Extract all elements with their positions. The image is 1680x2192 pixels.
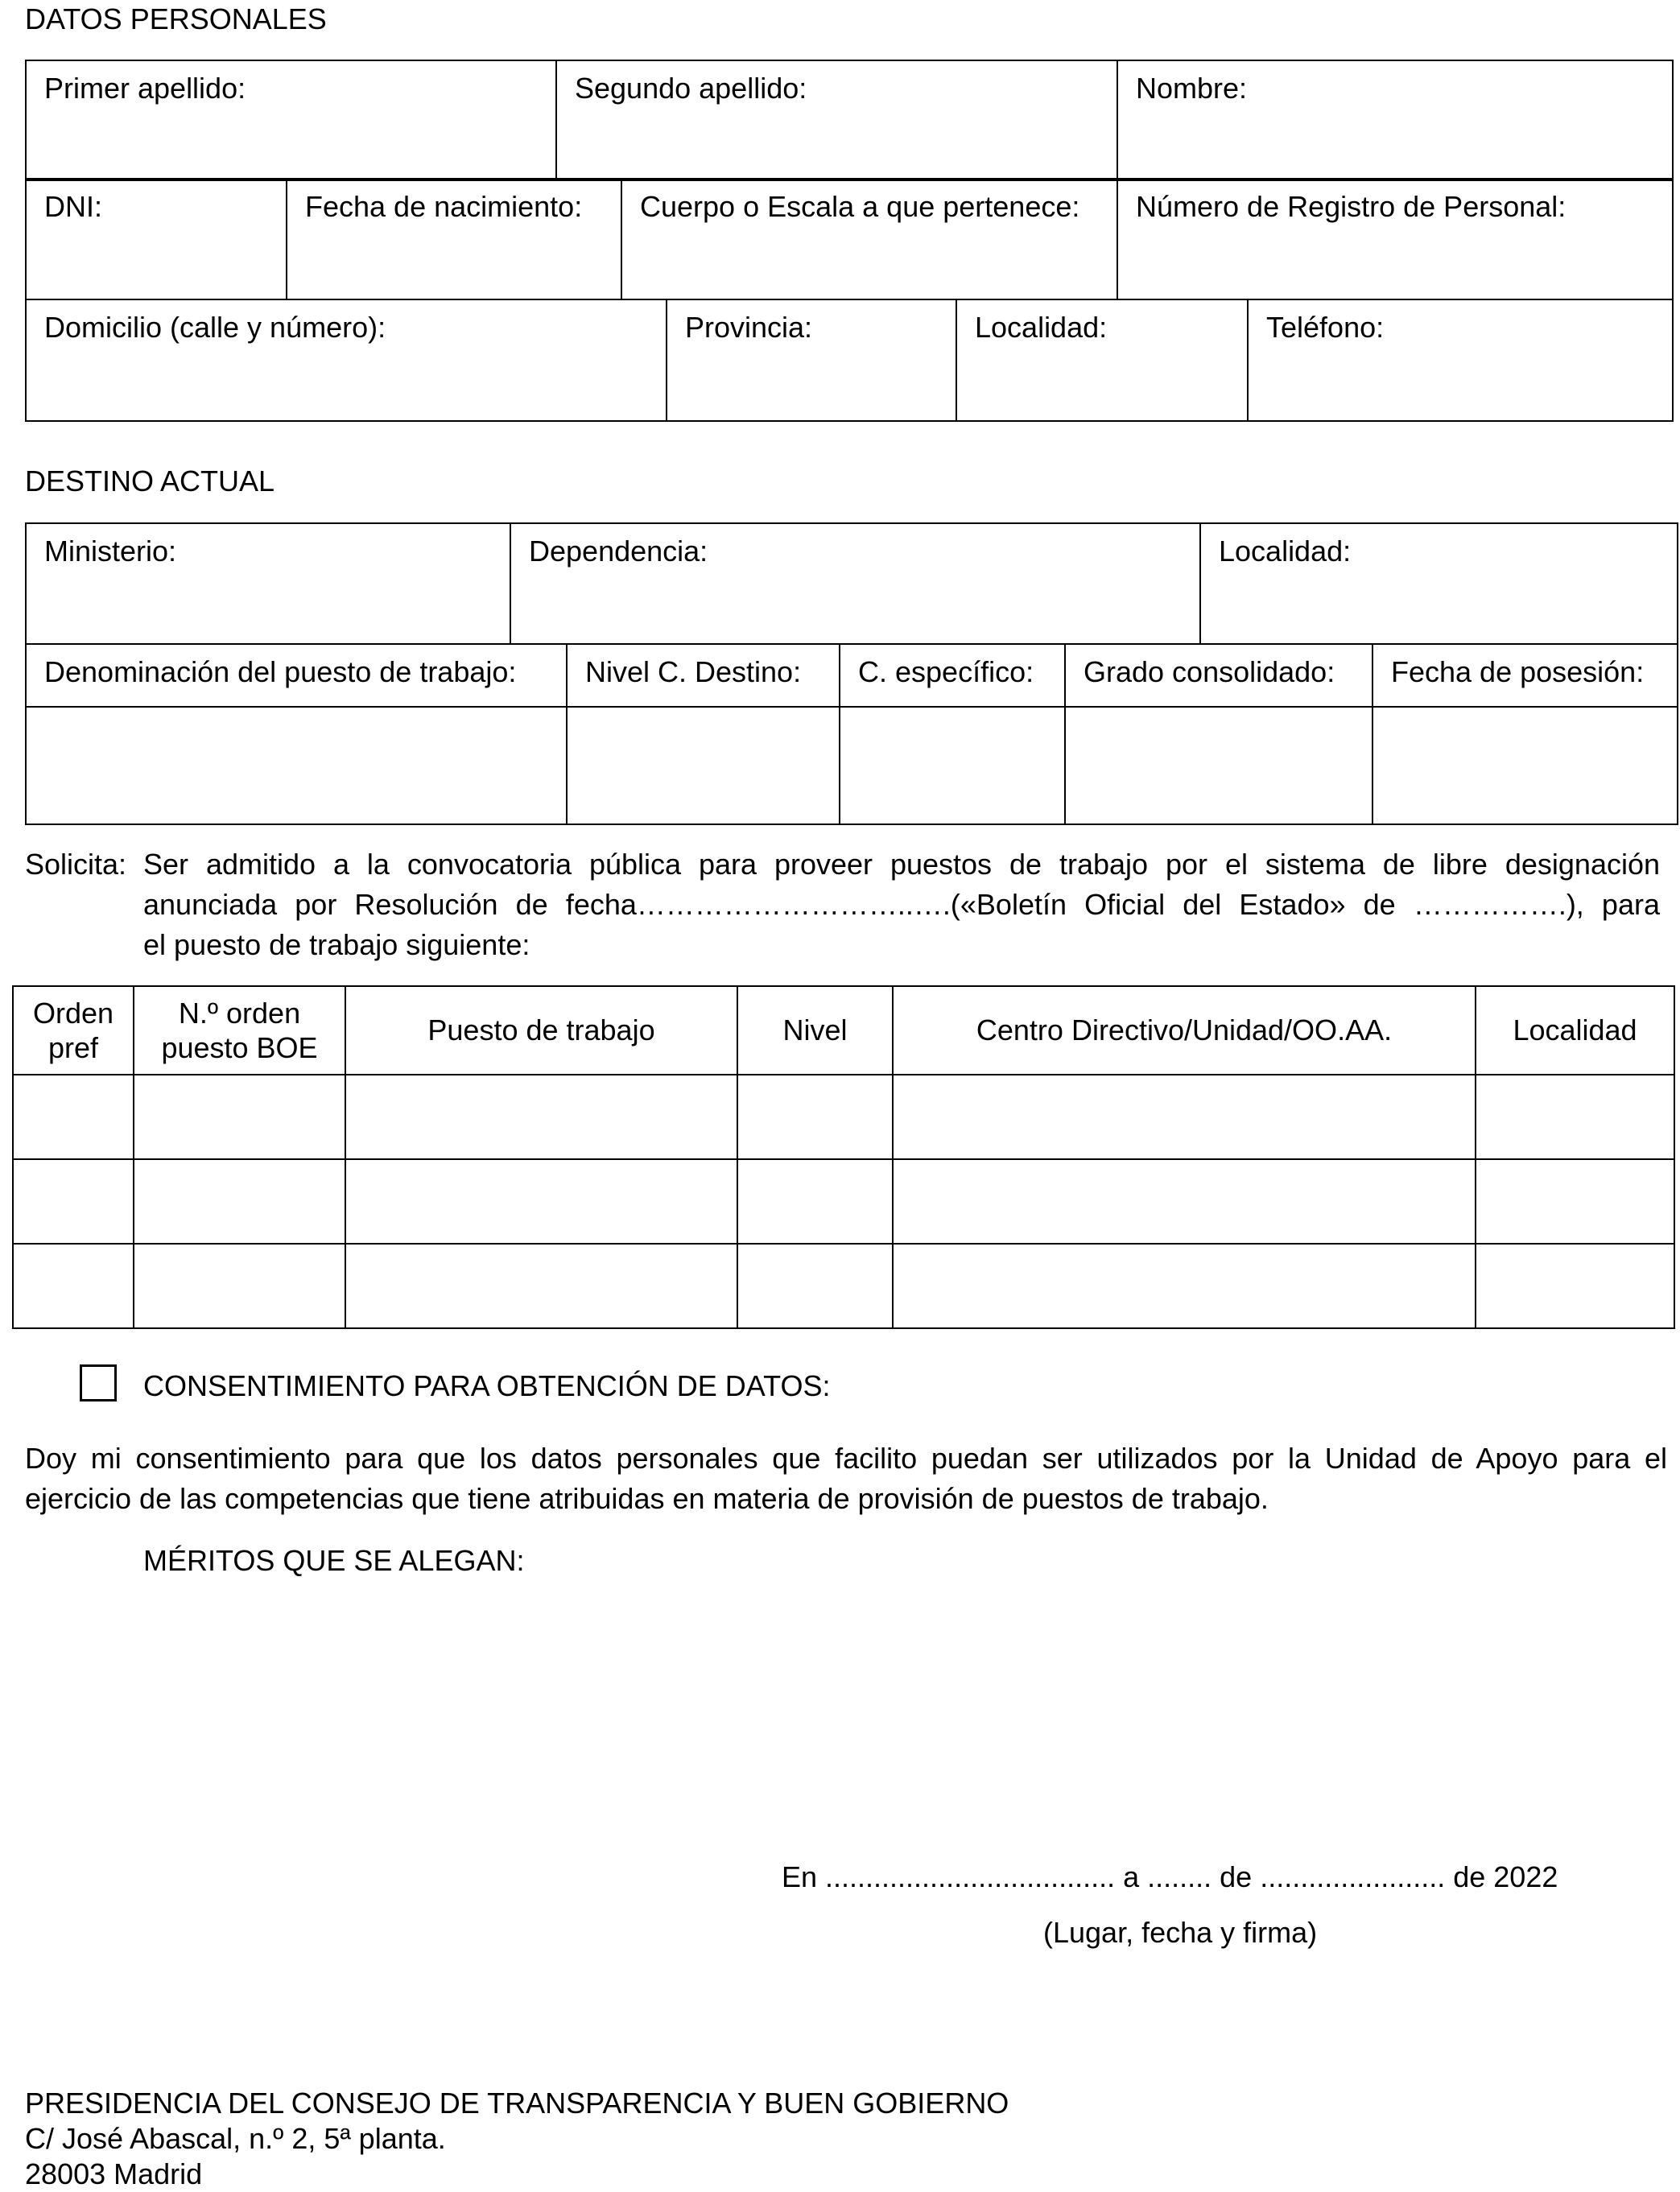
localidad-label: Localidad: [975, 311, 1108, 344]
fecha-posesion-header [1372, 644, 1678, 707]
table-cell[interactable] [893, 1075, 1476, 1159]
section-title-destino-actual: DESTINO ACTUAL [25, 464, 275, 497]
c-especifico-header [840, 644, 1065, 707]
segundo-apellido-label: Segundo apellido: [575, 72, 807, 105]
datos-personales-row3 [25, 299, 1674, 422]
nivel-destino-header [567, 644, 840, 707]
puestos-table-header [13, 986, 1674, 1075]
table-cell[interactable] [737, 1159, 893, 1244]
ministerio-label: Ministerio: [44, 535, 177, 568]
grado-consolidado-input[interactable] [1065, 707, 1372, 824]
header-centro-directivo: Centro Directivo/Unidad/OO.AA. [893, 986, 1476, 1075]
table-cell[interactable] [345, 1244, 737, 1328]
provincia-field[interactable] [667, 299, 956, 421]
primer-apellido-field[interactable] [26, 60, 556, 180]
table-cell[interactable] [737, 1244, 893, 1328]
firma-lugar-fecha: En .................................... a ........ de ....................... de 2022 [782, 1860, 1558, 1893]
telefono-field[interactable] [1248, 299, 1673, 421]
c-especifico-label: C. específico: [858, 655, 1034, 688]
datos-personales-row2 [25, 178, 1674, 300]
c-especifico-input[interactable] [840, 707, 1065, 824]
grado-consolidado-header [1065, 644, 1372, 707]
nrp-field[interactable] [1117, 179, 1673, 299]
table-cell[interactable] [737, 1075, 893, 1159]
dni-label: DNI: [44, 190, 102, 223]
table-row [13, 1244, 1674, 1328]
dependencia-field[interactable] [510, 523, 1200, 644]
solicita-line-3: el puesto de trabajo siguiente: [143, 928, 530, 961]
datos-personales-row1 [25, 60, 1674, 181]
consentimiento-title: CONSENTIMIENTO PARA OBTENCIÓN DE DATOS: [143, 1369, 831, 1402]
footer-direccion: C/ José Abascal, n.º 2, 5ª planta. [25, 2122, 446, 2155]
telefono-label: Teléfono: [1266, 311, 1385, 344]
provincia-label: Provincia: [685, 311, 813, 344]
table-cell[interactable] [134, 1244, 345, 1328]
table-cell[interactable] [134, 1159, 345, 1244]
fecha-nacimiento-label: Fecha de nacimiento: [305, 190, 583, 223]
nombre-field[interactable] [1117, 60, 1673, 180]
firma-caption: (Lugar, fecha y firma) [1043, 1916, 1318, 1949]
header-numero-orden-boe: N.º orden puesto BOE [134, 986, 345, 1075]
header-puesto-trabajo: Puesto de trabajo [345, 986, 737, 1075]
meritos-textarea[interactable] [25, 1590, 1667, 1839]
grado-consolidado-label: Grado consolidado: [1084, 655, 1335, 688]
nrp-label: Número de Registro de Personal: [1136, 190, 1566, 223]
meritos-title: MÉRITOS QUE SE ALEGAN: [143, 1544, 525, 1577]
segundo-apellido-field[interactable] [556, 60, 1117, 180]
nivel-destino-label: Nivel C. Destino: [585, 655, 802, 688]
denominacion-puesto-label: Denominación del puesto de trabajo: [44, 655, 517, 688]
table-cell[interactable] [1476, 1159, 1674, 1244]
table-cell[interactable] [345, 1159, 737, 1244]
table-cell[interactable] [893, 1244, 1476, 1328]
solicita-label: Solicita: [25, 848, 127, 881]
cuerpo-escala-field[interactable] [621, 179, 1117, 299]
ministerio-field[interactable] [26, 523, 510, 644]
footer-organismo: PRESIDENCIA DEL CONSEJO DE TRANSPARENCIA Y BUEN GOBIERNO [25, 2087, 1009, 2120]
denominacion-puesto-input[interactable] [26, 707, 567, 824]
header-nivel: Nivel [737, 986, 893, 1075]
primer-apellido-label: Primer apellido: [44, 72, 246, 105]
table-cell[interactable] [13, 1244, 134, 1328]
fecha-posesion-input[interactable] [1372, 707, 1678, 824]
fecha-nacimiento-field[interactable] [287, 179, 621, 299]
table-cell[interactable] [13, 1159, 134, 1244]
fecha-posesion-label: Fecha de posesión: [1391, 655, 1645, 688]
consentimiento-line-1: Doy mi consentimiento para que los datos personales que facilito puedan ser utilizados por la Unidad de Apoyo para el [25, 1442, 1667, 1475]
localidad-field[interactable] [956, 299, 1248, 421]
domicilio-field[interactable] [26, 299, 667, 421]
footer-codigo-postal: 28003 Madrid [25, 2157, 203, 2190]
solicita-line-1: Ser admitido a la convocatoria pública para proveer puestos de trabajo por el sistema de libre designación [143, 848, 1660, 881]
table-cell[interactable] [893, 1159, 1476, 1244]
destino-actual-row2 [25, 643, 1678, 825]
consentimiento-line-2: ejercicio de las competencias que tiene atribuidas en materia de provisión de puestos de trabajo. [25, 1482, 1269, 1515]
table-cell[interactable] [1476, 1244, 1674, 1328]
cuerpo-escala-label: Cuerpo o Escala a que pertenece: [640, 190, 1080, 223]
table-row [13, 1075, 1674, 1159]
section-title-datos-personales: DATOS PERSONALES [25, 2, 327, 35]
table-cell[interactable] [1476, 1075, 1674, 1159]
dependencia-label: Dependencia: [529, 535, 708, 568]
localidad-destino-label: Localidad: [1219, 535, 1352, 568]
table-cell[interactable] [134, 1075, 345, 1159]
solicita-line-2: anunciada por Resolución de fecha………………………..….(«Boletín Oficial del Estado» de …………….), para [143, 888, 1660, 921]
table-row [13, 1159, 1674, 1244]
header-localidad: Localidad [1476, 986, 1674, 1075]
denominacion-puesto-header [26, 644, 567, 707]
table-cell[interactable] [13, 1075, 134, 1159]
consentimiento-checkbox[interactable] [80, 1364, 117, 1401]
nivel-destino-input[interactable] [567, 707, 840, 824]
localidad-destino-field[interactable] [1200, 523, 1678, 644]
dni-field[interactable] [26, 179, 287, 299]
table-cell[interactable] [345, 1075, 737, 1159]
destino-actual-row1 [25, 522, 1678, 645]
domicilio-label: Domicilio (calle y número): [44, 311, 386, 344]
header-orden-pref: Orden pref [13, 986, 134, 1075]
puestos-table [12, 985, 1675, 1329]
nombre-label: Nombre: [1136, 72, 1248, 105]
